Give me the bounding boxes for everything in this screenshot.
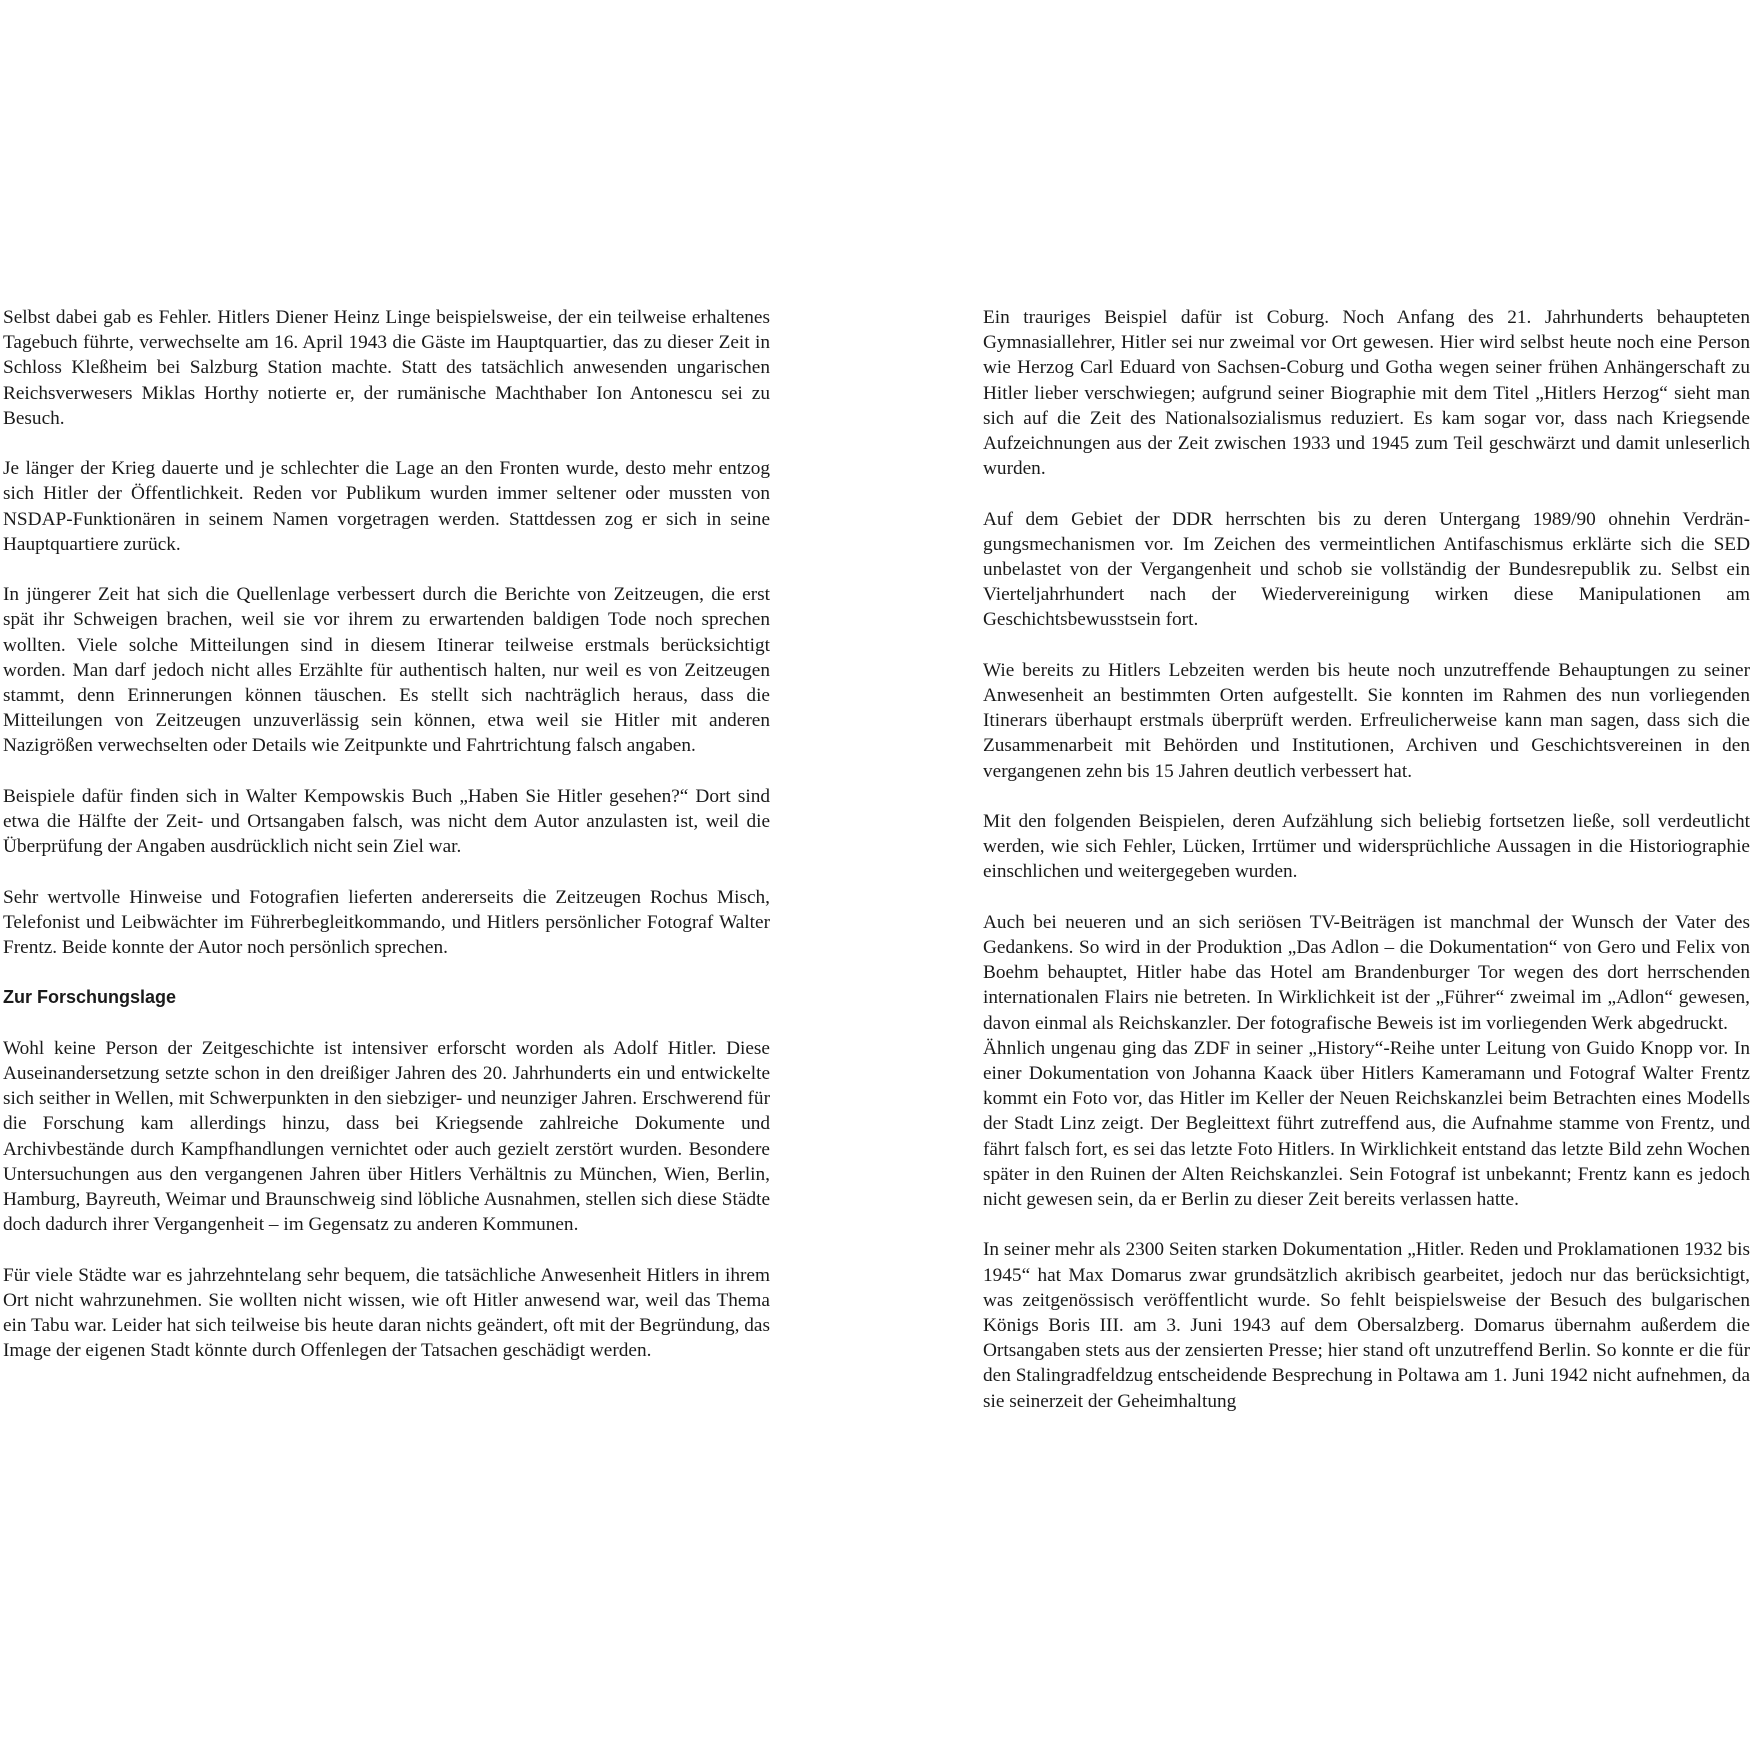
paragraph: Selbst dabei gab es Fehler. Hitlers Diener Heinz Linge beispielsweise, der ein teilweise erhaltenes Tagebuch führte, verwechselte am 16. April 1943 die Gäste im Hauptquartier, das zu dieser Zeit in Schloss Kleßheim bei Salzburg Station machte. Statt des tatsächlich anwesenden ungarischen Reichsverwesers Miklas Horthy notierte er, der rumänische Machthaber Ion Antonescu sei zu Besuch.	[3, 307, 770, 429]
paragraph: Ähnlich ungenau ging das ZDF in seiner „History“-Reihe unter Leitung von Guido Knopp vor. In einer Dokumentation von Johanna Kaack über Hitlers Kameramann und Fotograf Walter Frentz kommt ein Foto vor, das Hitler im Keller der Neuen Reichskanzlei beim Betrachten eines Modells der Stadt Linz zeigt. Der Begleittext führt zutreffend aus, die Aufnahme stamme von Frentz, und fährt falsch fort, es sei das letzte Foto Hitlers. In Wirklichkeit entstand das letzte Bild zehn Wochen später in den Ruinen der Alten Reichskanzlei. Sein Fotograf ist unbekannt; Frentz kann es jedoch nicht gewesen sein, da er Berlin zu dieser Zeit bereits verlassen hatte.	[983, 1037, 1750, 1211]
paragraph: In jüngerer Zeit hat sich die Quellenlage verbessert durch die Berichte von Zeitzeugen, die erst spät ihr Schweigen brachen, weil sie vor ihrem zu erwartenden baldigen Tode noch sprechen wollten. Viele solche Mitteilungen sind in diesem Itinerar teilweise erstmals berücksichtigt worden. Man darf jedoch nicht alles Erzählte für authentisch halten, nur weil es von Zeitzeugen stammt, denn Erinnerungen können täuschen. Es stellt sich nachträglich heraus, dass die Mitteilungen von Zeitzeugen unzuverlässig sein können, etwa weil sie Hitler mit anderen Nazigrößen verwechselten oder Details wie Zeitpunkte und Fahrtrichtung falsch angaben.	[3, 584, 770, 757]
right-page	[983, 305, 1750, 1439]
paragraph: Beispiele dafür finden sich in Walter Kempowskis Buch „Haben Sie Hitler gesehen?“ Dort sind etwa die Hälfte der Zeit- und Ortsangaben falsch, was nicht dem Autor anzulasten ist, weil die Überprüfung der Angaben ausdrücklich nicht sein Ziel war.	[3, 785, 770, 858]
paragraph: Wie bereits zu Hitlers Lebzeiten werden bis heute noch unzutreffende Behauptungen zu seiner Anwesenheit an bestimmten Orten aufgestellt. Sie konnten im Rahmen des nun vorliegenden Itinerars überhaupt erstmals überprüft werden. Erfreulicherweise kann man sagen, dass sich die Zusammenarbeit mit Behörden und Institutionen, Archiven und Geschichtsvereinen in den vergangenen zehn bis 15 Jahren deutlich verbessert hat.	[983, 659, 1750, 782]
left-page	[3, 305, 770, 1389]
paragraph: Ein trauriges Beispiel dafür ist Coburg. Noch Anfang des 21. Jahrhunderts behaupteten Gymnasiallehrer, Hitler sei nur zweimal vor Ort gewesen. Hier wird selbst heute noch eine Person wie Herzog Carl Eduard von Sachsen-Coburg und Gotha wegen seiner frühen Anhängerschaft zu Hitler lieber verschwiegen; aufgrund seiner Biographie mit dem Titel „Hitlers Herzog“ sieht man sich auf die Zeit des Nationalsozialismus reduziert. Es kam sogar vor, dass nach Kriegsende Aufzeichnungen aus der Zeit zwischen 1933 und 1945 zum Teil geschwärzt und damit unleserlich wurden.	[983, 307, 1750, 480]
paragraph: Auch bei neueren und an sich seriösen TV-Beiträgen ist manchmal der Wunsch der Vater des Gedankens. So wird in der Produktion „Das Adlon – die Dokumentation“ von Gero und Felix von Boehm behauptet, Hitler habe das Hotel am Brandenburger Tor wegen des dort herrschenden internationalen Flairs nie betreten. In Wirklichkeit ist der „Führer“ zweimal im „Adlon“ gewesen, davon einmal als Reichskanzler. Der fotografische Beweis ist im vorliegenden Werk abgedruckt.	[983, 911, 1750, 1034]
paragraph: Sehr wertvolle Hinweise und Fotografien lieferten andererseits die Zeitzeugen Rochus Misch, Telefonist und Leibwächter im Führerbegleitkommando, und Hitlers persönlicher Fotograf Walter Frentz. Beide konnte der Autor noch persönlich sprechen.	[3, 886, 770, 959]
paragraph: Mit den folgenden Beispielen, deren Aufzählung sich beliebig fortsetzen ließe, soll verdeutlicht werden, wie sich Fehler, Lücken, Irrtümer und widersprüchliche Aussagen in die Historiographie einschlichen und weitergegeben wurden.	[983, 811, 1750, 883]
paragraph: Je länger der Krieg dauerte und je schlechter die Lage an den Fronten wurde, desto mehr entzog sich Hitler der Öffentlichkeit. Reden vor Publikum wurden immer seltener oder mussten von NSDAP-Funktionären in seinem Namen vorgetragen werden. Stattdessen zog er sich in seine Hauptquartiere zurück.	[3, 458, 770, 555]
paragraph: Auf dem Gebiet der DDR herrschten bis zu deren Untergang 1989/90 ohnehin Verdrängungsmechanismen vor. Im Zeichen des vermeintlichen Antifaschismus erklärte sich die SED unbelastet von der Vergangenheit und schob sie vollständig der Bundesrepublik zu. Selbst ein Vierteljahrhundert nach der Wiedervereinigung wirken diese Manipulationen am Geschichtsbewusstsein fort.	[983, 508, 1750, 631]
paragraph: In seiner mehr als 2300 Seiten starken Dokumentation „Hitler. Reden und Proklamationen 1932 bis 1945“ hat Max Domarus zwar grundsätzlich akribisch gearbeitet, jedoch nur das berücksichtigt, was zeitgenössisch veröffentlicht wurde. So fehlt beispielsweise der Besuch des bulgarischen Königs Boris III. am 3. Juni 1943 auf dem Obersalzberg. Domarus übernahm außerdem die Ortsangaben stets aus der zensierten Presse; hier stand oft unzutreffend Berlin. So konnte er die für den Stalingradfeldzug entscheidende Besprechung in Poltawa am 1. Juni 1942 nicht aufnehmen, da sie seinerzeit der Geheimhaltung	[983, 1239, 1750, 1412]
paragraph: Für viele Städte war es jahrzehntelang sehr bequem, die tatsächliche Anwesenheit Hitlers in ihrem Ort nicht wahrzunehmen. Sie wollten nicht wissen, wie oft Hitler anwesend war, weil das Thema ein Tabu war. Leider hat sich teilweise bis heute daran nichts geändert, oft mit der Begründung, das Image der eigenen Stadt könnte durch Offenlegen der Tatsachen geschädigt werden.	[3, 1264, 770, 1362]
section-heading: Zur Forschungslage	[3, 987, 177, 1008]
paragraph: Wohl keine Person der Zeitgeschichte ist intensiver erforscht worden als Adolf Hitler. Diese Auseinandersetzung setzte schon in den dreißiger Jahren des 20. Jahrhunderts ein und entwickelte sich seither in Wellen, mit Schwerpunkten in den siebziger- und neunziger Jahren. Erschwerend für die Forschung kam allerdings hinzu, dass bei Kriegsende zahlreiche Dokumente und Archivbestände durch Kampfhandlungen vernichtet oder auch gezielt zerstört wurden. Besondere Untersuchungen aus den vergangenen Jahren über Hitlers Verhältnis zu München, Wien, Berlin, Hamburg, Bayreuth, Weimar und Braunschweig sind löbliche Ausnahmen, stellen sich diese Städte doch dadurch ihrer Vergangenheit – im Gegensatz zu anderen Kommunen.	[3, 1037, 770, 1236]
